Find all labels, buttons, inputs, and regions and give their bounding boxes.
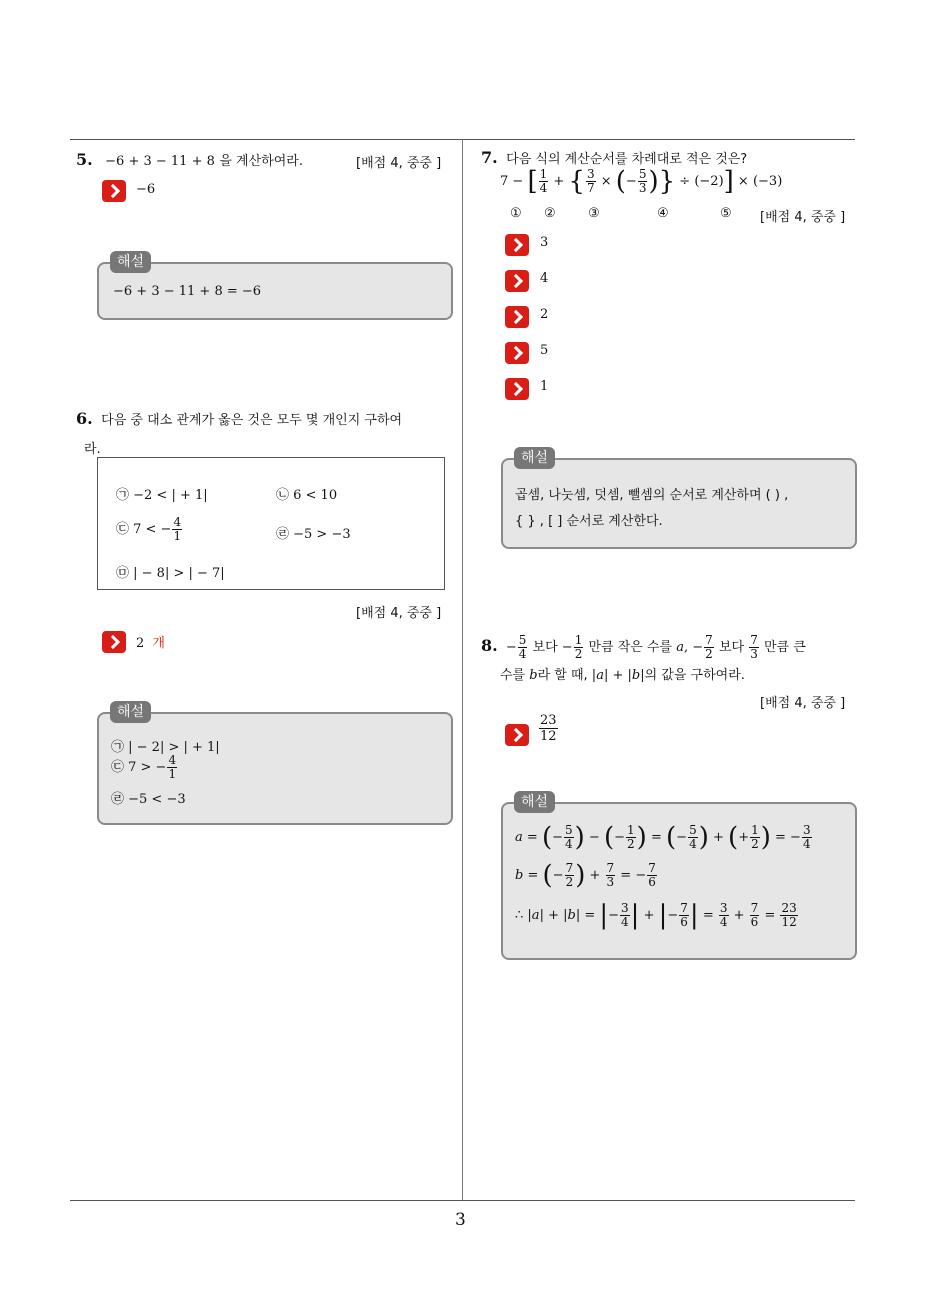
q8-explanation-line3: ∴ |a| + |b| = |− $\frac{3}{4}$ | + |− $\frac{7}{6}$ | = $\frac{3}{4}$ + $\frac{7}{6}$ = $\frac{23}{12}$	[515, 900, 797, 931]
q6-explanation-line3: ㉣ −5 < −3	[111, 792, 186, 807]
column-divider	[462, 139, 463, 1201]
q7-order-labels	[510, 206, 732, 224]
q6-text-line2: 라.	[84, 442, 101, 457]
explanation-label: 해설	[514, 447, 555, 469]
question-7	[481, 148, 747, 167]
q7-answer-1: 3	[540, 235, 549, 250]
bottom-rule	[70, 1200, 855, 1201]
question-number: 5.	[76, 150, 93, 169]
page-number: 3	[455, 1210, 466, 1230]
question-6	[76, 405, 456, 464]
option-3-lead: ㉢ 7 < −	[116, 522, 172, 537]
q6-explanation-line2: ㉢ 7 > − $\frac{4}{1}$	[111, 753, 177, 781]
answer-marker-icon	[102, 631, 126, 653]
q7-explanation-box	[501, 458, 857, 549]
q6-answer-number: 2	[136, 636, 145, 651]
answer-marker-icon	[505, 378, 529, 400]
q6-explanation-line1: ㉠ | − 2| > | + 1|	[111, 740, 220, 755]
q8-answer: $\frac{23}{12}$	[540, 713, 557, 744]
q5-answer: −6	[136, 182, 156, 197]
explanation-label: 해설	[110, 251, 151, 273]
q6-explanation-fraction: $\frac{4}{1}$	[168, 753, 177, 781]
q8-explanation-line2: b = (− $\frac{7}{2}$ ) + $\frac{7}{3}$ = − $\frac{7}{6}$	[515, 860, 656, 891]
option-3	[116, 516, 183, 543]
q7-answer-2: 4	[540, 271, 549, 286]
order-3: ③	[588, 206, 600, 221]
q5-explanation: −6 + 3 − 11 + 8 = −6	[113, 284, 262, 299]
q6-answer	[136, 632, 165, 651]
answer-marker-icon	[505, 234, 529, 256]
order-2: ②	[544, 206, 556, 221]
question-number: 6.	[76, 409, 93, 428]
q7-expression: 7 − [ $\frac{1}{4}$ + { $\frac{3}{7}$ × (− $\frac{5}{3}$ )} ÷ (−2)] × (−3)	[500, 166, 783, 197]
option-2: ㉡ 6 < 10	[276, 488, 338, 503]
q8-text-line2: 수를 b라 할 때, |a| + |b|의 값을 구하여라.	[500, 668, 745, 683]
answer-marker-icon	[505, 342, 529, 364]
answer-marker-icon	[505, 270, 529, 292]
q8-score: [배점 4, 중중 ]	[760, 696, 846, 711]
question-8: 8. − $\frac{5}{4}$ 보다 − $\frac{1}{2}$ 만큼 작은 수를 a, − $\frac{7}{2}$ 보다 $\frac{7}{3}$ 만큼 큰	[481, 633, 806, 661]
explanation-label: 해설	[514, 791, 555, 813]
q8-explanation-box	[501, 802, 857, 960]
option-1: ㉠ −2 < | + 1|	[116, 488, 208, 503]
q8-explanation-line1: a = (− $\frac{5}{4}$ ) − (− $\frac{1}{2}$ ) = (− $\frac{5}{4}$ ) + (+ $\frac{1}{2}$ ) = − $\frac{3}{4}$	[515, 822, 811, 853]
q5-explanation-box	[97, 262, 453, 320]
q5-text: 을 계산하여라.	[219, 154, 303, 169]
q7-explanation-line1: 곱셈, 나눗셈, 덧셈, 뺄셈의 순서로 계산하며 ( ) ,	[515, 488, 789, 503]
q5-expression: −6 + 3 − 11 + 8	[105, 154, 215, 169]
q7-explanation-line2: { } , [ ] 순서로 계산한다.	[515, 514, 663, 529]
q7-answer-3: 2	[540, 307, 549, 322]
q7-score: [배점 4, 중중 ]	[760, 210, 846, 225]
q6-options-box	[97, 457, 445, 590]
question-number: 8.	[481, 636, 498, 655]
answer-marker-icon	[505, 724, 529, 746]
q6-explanation-box	[97, 712, 453, 825]
explanation-label: 해설	[110, 701, 151, 723]
order-4: ④	[657, 206, 669, 221]
answer-marker-icon	[102, 180, 126, 202]
q7-text: 다음 식의 계산순서를 차례대로 적은 것은?	[506, 152, 748, 167]
q5-score: [배점 4, 중중 ]	[356, 156, 442, 171]
order-1: ①	[510, 206, 522, 221]
q6-answer-unit: 개	[152, 636, 165, 651]
option-3-fraction: $\frac{4}{1}$	[173, 515, 182, 543]
q6-text-line1: 다음 중 대소 관계가 옳은 것은 모두 몇 개인지 구하여	[101, 413, 403, 428]
order-5: ⑤	[720, 206, 732, 221]
option-5: ㉤ | − 8| > | − 7|	[116, 566, 225, 581]
q7-answer-4: 5	[540, 343, 549, 358]
answer-marker-icon	[505, 306, 529, 328]
q7-answer-5: 1	[540, 379, 549, 394]
option-4: ㉣ −5 > −3	[276, 527, 351, 542]
question-number: 7.	[481, 148, 498, 167]
q6-score: [배점 4, 중중 ]	[356, 606, 442, 621]
